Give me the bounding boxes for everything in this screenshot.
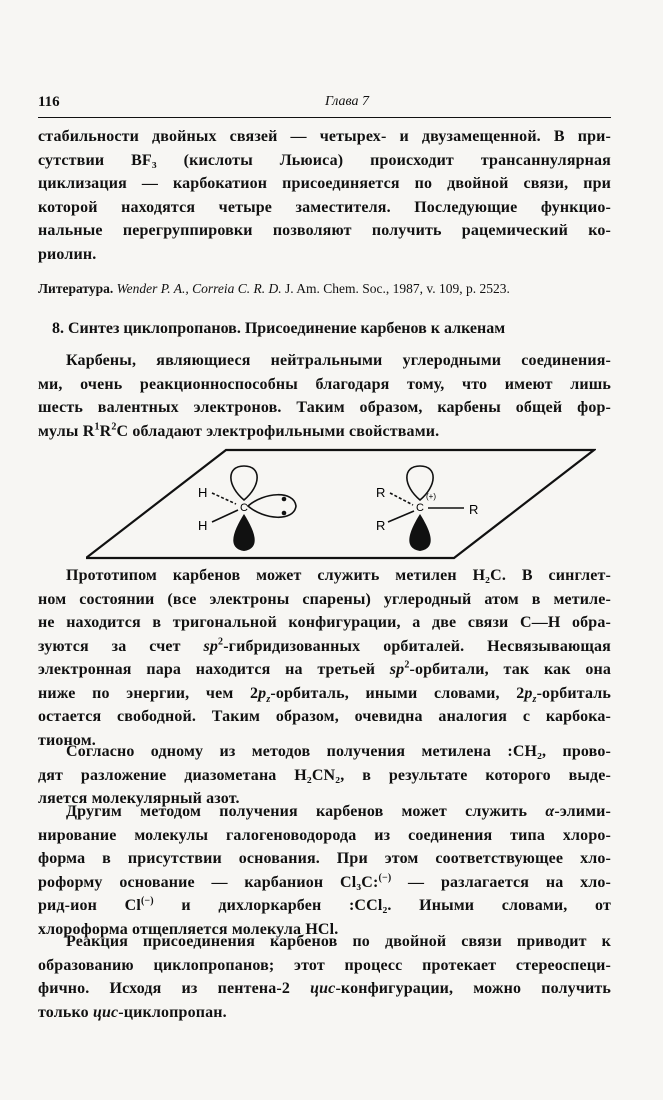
text-line: не находится в тригональной конфигурации, а две связи C—H обра- xyxy=(38,614,611,631)
plane-outline xyxy=(86,450,594,558)
paragraph-methylene xyxy=(38,564,611,752)
literature-source: J. Am. Chem. Soc., 1987, v. 109, p. 2523. xyxy=(284,281,510,296)
paragraph-alpha-elimination xyxy=(38,800,611,941)
text-line: роформу основание — карбанион Cl₃C:(−) — разлагается на хло- xyxy=(38,872,611,891)
text-line: Реакция присоединения карбенов по двойной связи приводит к xyxy=(66,933,611,950)
text-line: рид-ион Cl(−) и дихлоркарбен :CCl₂. Иными словами, от xyxy=(38,895,611,914)
paragraph-carbenes xyxy=(38,349,611,443)
text-line: электронная пара находится на третьей $sp^2$-орбитали, так как она xyxy=(38,659,611,678)
section-title: 8. Синтез циклопропанов. Присоединение карбенов к алкенам xyxy=(52,320,506,337)
text-line: ми, очень реакционноспособны благодаря тому, что имеют лишь xyxy=(38,375,611,393)
text-line: образованию циклопропанов; этот процесс протекает стереоспеци- xyxy=(38,956,611,974)
literature-label: Литература. xyxy=(38,281,114,296)
carbene-orbital-diagram xyxy=(86,448,596,560)
text-line: шесть валентных электронов. Таким образом, карбены общей фор- xyxy=(38,399,611,416)
text-line: зуются за счет $sp^2$-гибридизованных орбиталей. Несвязывающая xyxy=(38,636,611,655)
h-bottom-label: H xyxy=(198,518,208,533)
text-line: ниже по энергии, чем $2p_z$-орбиталь, иными словами, $2p_z$-орбиталь xyxy=(38,684,611,705)
h-top-label: H xyxy=(198,485,208,500)
r-bottom-label: R xyxy=(376,518,386,533)
lower-lobe-left xyxy=(233,514,254,551)
text-line: Карбены, являющиеся нейтральными углеродными соединения- xyxy=(66,352,611,369)
paragraph-cyclopropanation xyxy=(38,930,611,1024)
side-lobe-left xyxy=(248,495,296,518)
text-line: сутствии BF₃ (кислоты Льюиса) происходит трансаннулярная xyxy=(38,151,611,169)
text-line: риолин. xyxy=(38,245,97,263)
r-top-label: R xyxy=(376,485,386,500)
text-line: циклизация — карбокатион присоединяется по двойной связи, при xyxy=(38,175,611,192)
page-header xyxy=(38,94,611,114)
running-head: Глава 7 xyxy=(325,94,369,109)
text-line: фично. Исходя из пентена-2 цис-конфигурации, можно получить xyxy=(38,980,611,997)
c-left-label: C xyxy=(240,502,248,514)
intro-paragraph xyxy=(38,125,611,266)
text-line: нальные перегруппировки позволяют получить рацемический ко- xyxy=(38,222,611,239)
page-number: 116 xyxy=(38,94,60,110)
text-line: только цис-циклопропан. xyxy=(38,1003,227,1021)
text-line: мулы $R^1R^2C$ обладают электрофильными свойствами. xyxy=(38,421,440,440)
upper-lobe-left xyxy=(231,466,257,500)
literature-authors: Wender P. A., Correia C. R. D. xyxy=(116,281,282,296)
r-side-label: R xyxy=(469,502,479,517)
literature-reference xyxy=(38,281,611,297)
header-rule xyxy=(38,117,611,118)
text-line: стабильности двойных связей — четырех- и двузамещенной. В при- xyxy=(38,128,611,145)
singlet-carbene xyxy=(212,466,296,522)
text-line: Прототипом карбенов может служить метилен H₂C. В синглет- xyxy=(66,567,611,584)
lower-lobe-right xyxy=(409,514,430,551)
text-line: нирование молекулы галогеноводорода из соединения типа хлоро- xyxy=(38,826,611,844)
text-line: форма в присутствии основания. При этом соответствующее хло- xyxy=(38,850,611,867)
text-line: тионом. xyxy=(38,731,96,749)
text-line: хлороформа отщепляется молекула HCl. xyxy=(38,920,339,938)
c-right-label: C xyxy=(416,502,424,514)
text-line: Согласно одному из методов получения метилена :CH₂, прово- xyxy=(66,743,611,760)
text-line: которой находятся четыре заместителя. Последующие функцио- xyxy=(38,198,611,216)
charge-label: (+) xyxy=(426,492,436,501)
text-line: дят разложение диазометана H₂CN₂, в результате которого выде- xyxy=(38,766,611,784)
text-line: остается свободной. Таким образом, очевидна аналогия с карбока- xyxy=(38,708,611,725)
text-line: ляется молекулярный азот. xyxy=(38,790,240,807)
text-line: Другим методом получения карбенов может служить α-элими- xyxy=(66,803,611,820)
text-line: ном состоянии (все электроны спарены) углеродный атом в метиле- xyxy=(38,590,611,608)
